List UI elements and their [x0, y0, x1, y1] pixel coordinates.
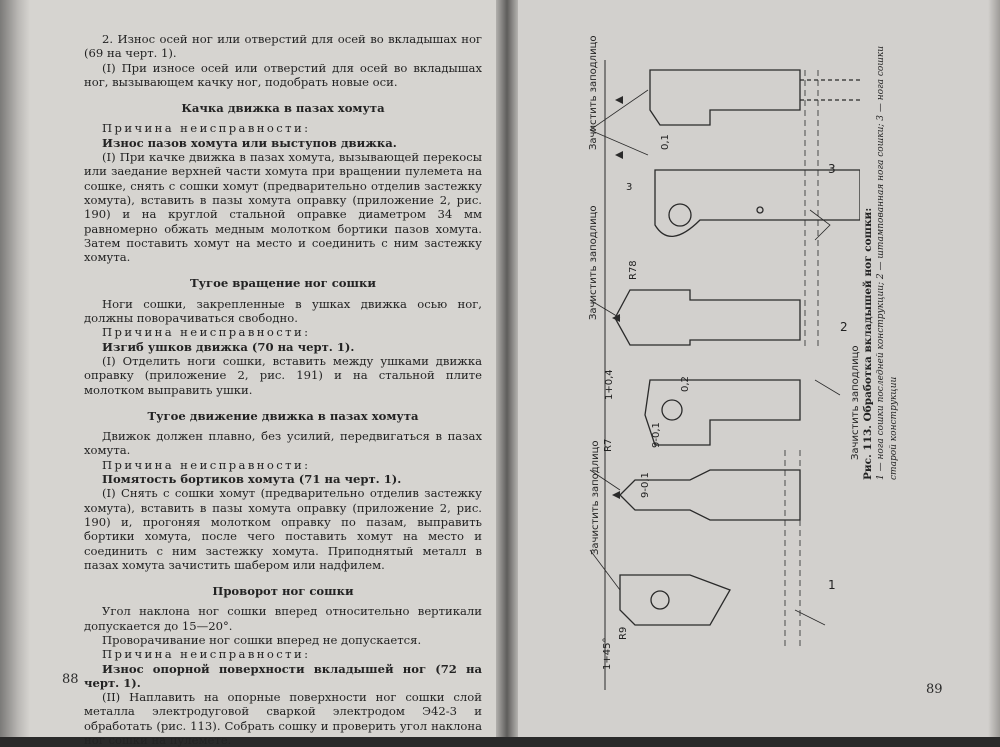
label-zachistit-2: Зачистить заподлицо — [588, 205, 599, 320]
part-2-upper — [615, 290, 800, 345]
book-gutter — [496, 0, 518, 737]
callout-1: 1 — [828, 578, 836, 592]
label-dim-01-c: 9-0,1 — [640, 472, 651, 498]
hole-1 — [651, 591, 669, 609]
hole-2 — [662, 400, 682, 420]
label-dim-01-a: 0,1 — [660, 134, 671, 150]
paragraph: (I) При износе осей или отверстий для осей во вкладышах ног, вызывающем качку ног, подобрать новые оси. — [84, 60, 482, 89]
fault-title: Помятость бортиков хомута (71 на черт. 1). — [102, 472, 402, 487]
label-zachistit-4: Зачистить заподлицо — [850, 345, 861, 460]
part-1-lower — [620, 575, 730, 625]
part-3-upper — [650, 70, 800, 125]
label-dim-3: 3 — [626, 182, 633, 193]
label-r78: R78 — [628, 260, 639, 280]
figure-caption-title: Рис. 113. Обработка вкладышей ног сошки: — [862, 207, 874, 480]
paragraph: 2. Износ осей ног или отверстий для осей во вкладышах ног (69 на черт. 1). — [84, 32, 482, 61]
section-heading: Тугое движение движка в пазах хомута — [147, 408, 419, 423]
callout-3: 3 — [828, 162, 836, 176]
cause-label: Причина неисправности: — [102, 457, 311, 472]
section-heading: Качка движка в пазах хомута — [181, 101, 385, 116]
part-2-lower — [645, 380, 800, 445]
fault-title: Износ опорной поверхности вкладышей ног (72 на черт. 1). — [84, 661, 482, 690]
label-dim-02: 0,2 — [680, 376, 691, 392]
page-edge-shadow-right — [988, 0, 1000, 737]
paragraph: (I) Снять с сошки хомут (предварительно отделив застежку хомута), вставить в пазы хомута оправку (приложение 2, рис. 190) и, прогоняя молотком оправку по пазам, выправить бортики хомута, после чего поставить хомут на место и соединить с ним застежку хомута. Приподнятый металл в пазах хомута зачистить шабером или надфилем. — [84, 486, 482, 572]
label-zachistit-1: Зачистить заподлицо — [588, 35, 599, 150]
label-dim-01-b: 9-0,1 — [651, 422, 662, 448]
paragraph: Ноги сошки, закрепленные в ушках движка осью ног, должны поворачиваться свободно. — [84, 296, 482, 326]
paragraph: Движок должен плавно, без усилий, передвигаться в пазах хомута. — [84, 429, 482, 458]
cause-label: Причина неисправности: — [102, 325, 311, 340]
label-r9: R9 — [618, 626, 629, 640]
page-edge-shadow — [0, 0, 30, 737]
fault-title: Изгиб ушков движка (70 на черт. 1). — [102, 339, 355, 354]
hole-3 — [669, 204, 691, 226]
paragraph: Проворачивание ног сошки вперед не допускается. — [102, 632, 422, 647]
label-r7: R7 — [603, 438, 614, 452]
fault-title: Износ пазов хомута или выступов движка. — [102, 135, 397, 150]
section-heading: Тугое вращение ног сошки — [190, 276, 376, 291]
figure-caption-legend: 1 — нога сошки последней конструкции; 2 — штампованная нога сошки; 3 — нога сошки старой конструкции — [876, 45, 899, 480]
label-chamfer-1: 1+45° — [602, 637, 613, 670]
callout-2: 2 — [840, 320, 848, 334]
label-chamfer-2: 1+0,4 — [604, 369, 615, 400]
paragraph: (I) Отделить ноги сошки, вставить между ушками движка оправку (приложение 2, рис. 191) и на стальной плите молотком выправить ушки. — [84, 353, 482, 397]
page-number-right: 89 — [926, 682, 943, 697]
page-number-left: 88 — [62, 672, 79, 687]
label-zachistit-3: Зачистить заподлицо — [590, 440, 601, 555]
paragraph: (I) При качке движка в пазах хомута, вызывающей перекосы или заедание верхней части хомута при вращении пулемета на сошке, снять с сошки хомут (предварительно отделив застежку хомута), вставить в пазы хомута оправку (приложение 2, рис. 190) и на круглой стальной оправке диаметром 34 мм равномерно обжать медным молотком бортики пазов хомута. Затем поставить хомут на место и соединить с ним застежку хомута. — [84, 150, 482, 265]
cause-label: Причина неисправности: — [102, 121, 311, 136]
figure-caption — [862, 40, 901, 480]
paragraph: (II) Наплавить на опорные поверхности ног сошки слой металла электродуговой сваркой электродом Э42-3 и обработать (рис. 113). Собрать сошку и проверить угол наклона ног сошки на пулемете. — [84, 690, 482, 747]
part-3-lower — [655, 170, 860, 236]
left-page-text — [84, 32, 482, 747]
paragraph: Угол наклона ног сошки вперед относительно вертикали допускается до 15—20°. — [84, 604, 482, 633]
cause-label: Причина неисправности: — [102, 647, 311, 662]
section-heading: Проворот ног сошки — [212, 584, 354, 599]
